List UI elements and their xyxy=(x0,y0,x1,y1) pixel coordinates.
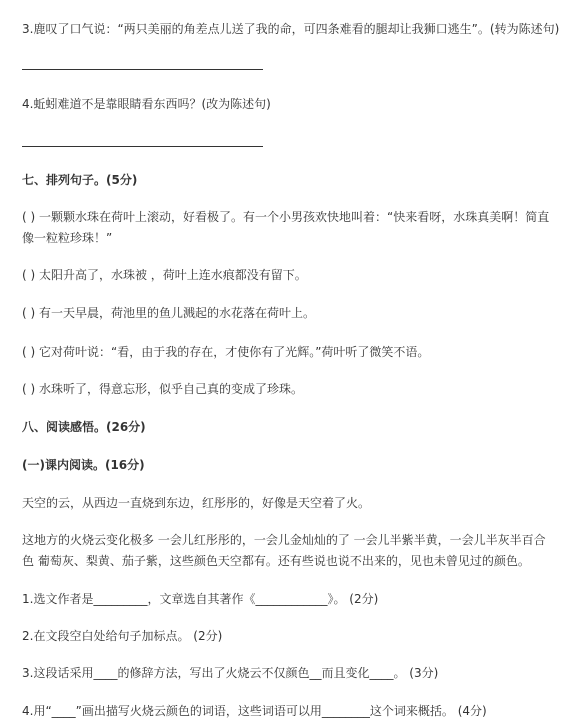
sort-item-1: ( ) 一颗颗水珠在荷叶上滚动，好看极了。有一个小男孩欢快地叫着：“快来看呀，水珠真美啊！简直像一粒粒珍珠！” xyxy=(22,210,550,245)
reading-question-1: 1.选文作者是_________，文章选自其著作《____________》。 (2分) xyxy=(22,592,379,606)
question-4: 4.蚯蚓难道不是靠眼睛看东西吗？(改为陈述句) xyxy=(22,97,271,111)
reading-question-2: 2.在文段空白处给句子加标点。 (2分) xyxy=(22,629,223,643)
reading-paragraph-1: 天空的云，从西边一直烧到东边，红彤彤的，好像是天空着了火。 xyxy=(22,496,371,510)
section-8-title: 八、阅读感悟。(26分) xyxy=(22,420,146,434)
sort-item-3: ( ) 有一天早晨，荷池里的鱼儿溅起的水花落在荷叶上。 xyxy=(22,306,315,320)
reading-question-3: 3.这段话采用____的修辞方法，写出了火烧云不仅颜色__而且变化____。 (3分) xyxy=(22,666,439,680)
subsection-1-title: (一)课内阅读。(16分) xyxy=(22,458,145,472)
question-3: 3.鹿叹了口气说：“两只美丽的角差点儿送了我的命，可四条难看的腿却让我狮口逃生”。(转为陈述句) xyxy=(22,22,560,36)
sort-item-5: ( ) 水珠听了，得意忘形，似乎自己真的变成了珍珠。 xyxy=(22,382,303,396)
answer-line-4 xyxy=(22,146,263,147)
section-7-title: 七、排列句子。(5分) xyxy=(22,173,138,187)
reading-question-4: 4.用“____”画出描写火烧云颜色的词语，这些词语可以用________这个词来概括。 (4分) xyxy=(22,704,487,718)
reading-paragraph-2: 这地方的火烧云变化极多 一会儿红彤彤的，一会儿金灿灿的了 一会儿半紫半黄，一会儿半灰半百合色 葡萄灰、梨黄、茄子紫，这些颜色天空都有。还有些说也说不出来的，见也未曾见过的颜色。 xyxy=(22,533,546,568)
answer-line-3 xyxy=(22,69,263,70)
sort-item-2: ( ) 太阳升高了，水珠被 ，荷叶上连水痕都没有留下。 xyxy=(22,268,307,282)
sort-item-4: ( ) 它对荷叶说：“看，由于我的存在，才使你有了光辉。”荷叶听了微笑不语。 xyxy=(22,345,430,359)
